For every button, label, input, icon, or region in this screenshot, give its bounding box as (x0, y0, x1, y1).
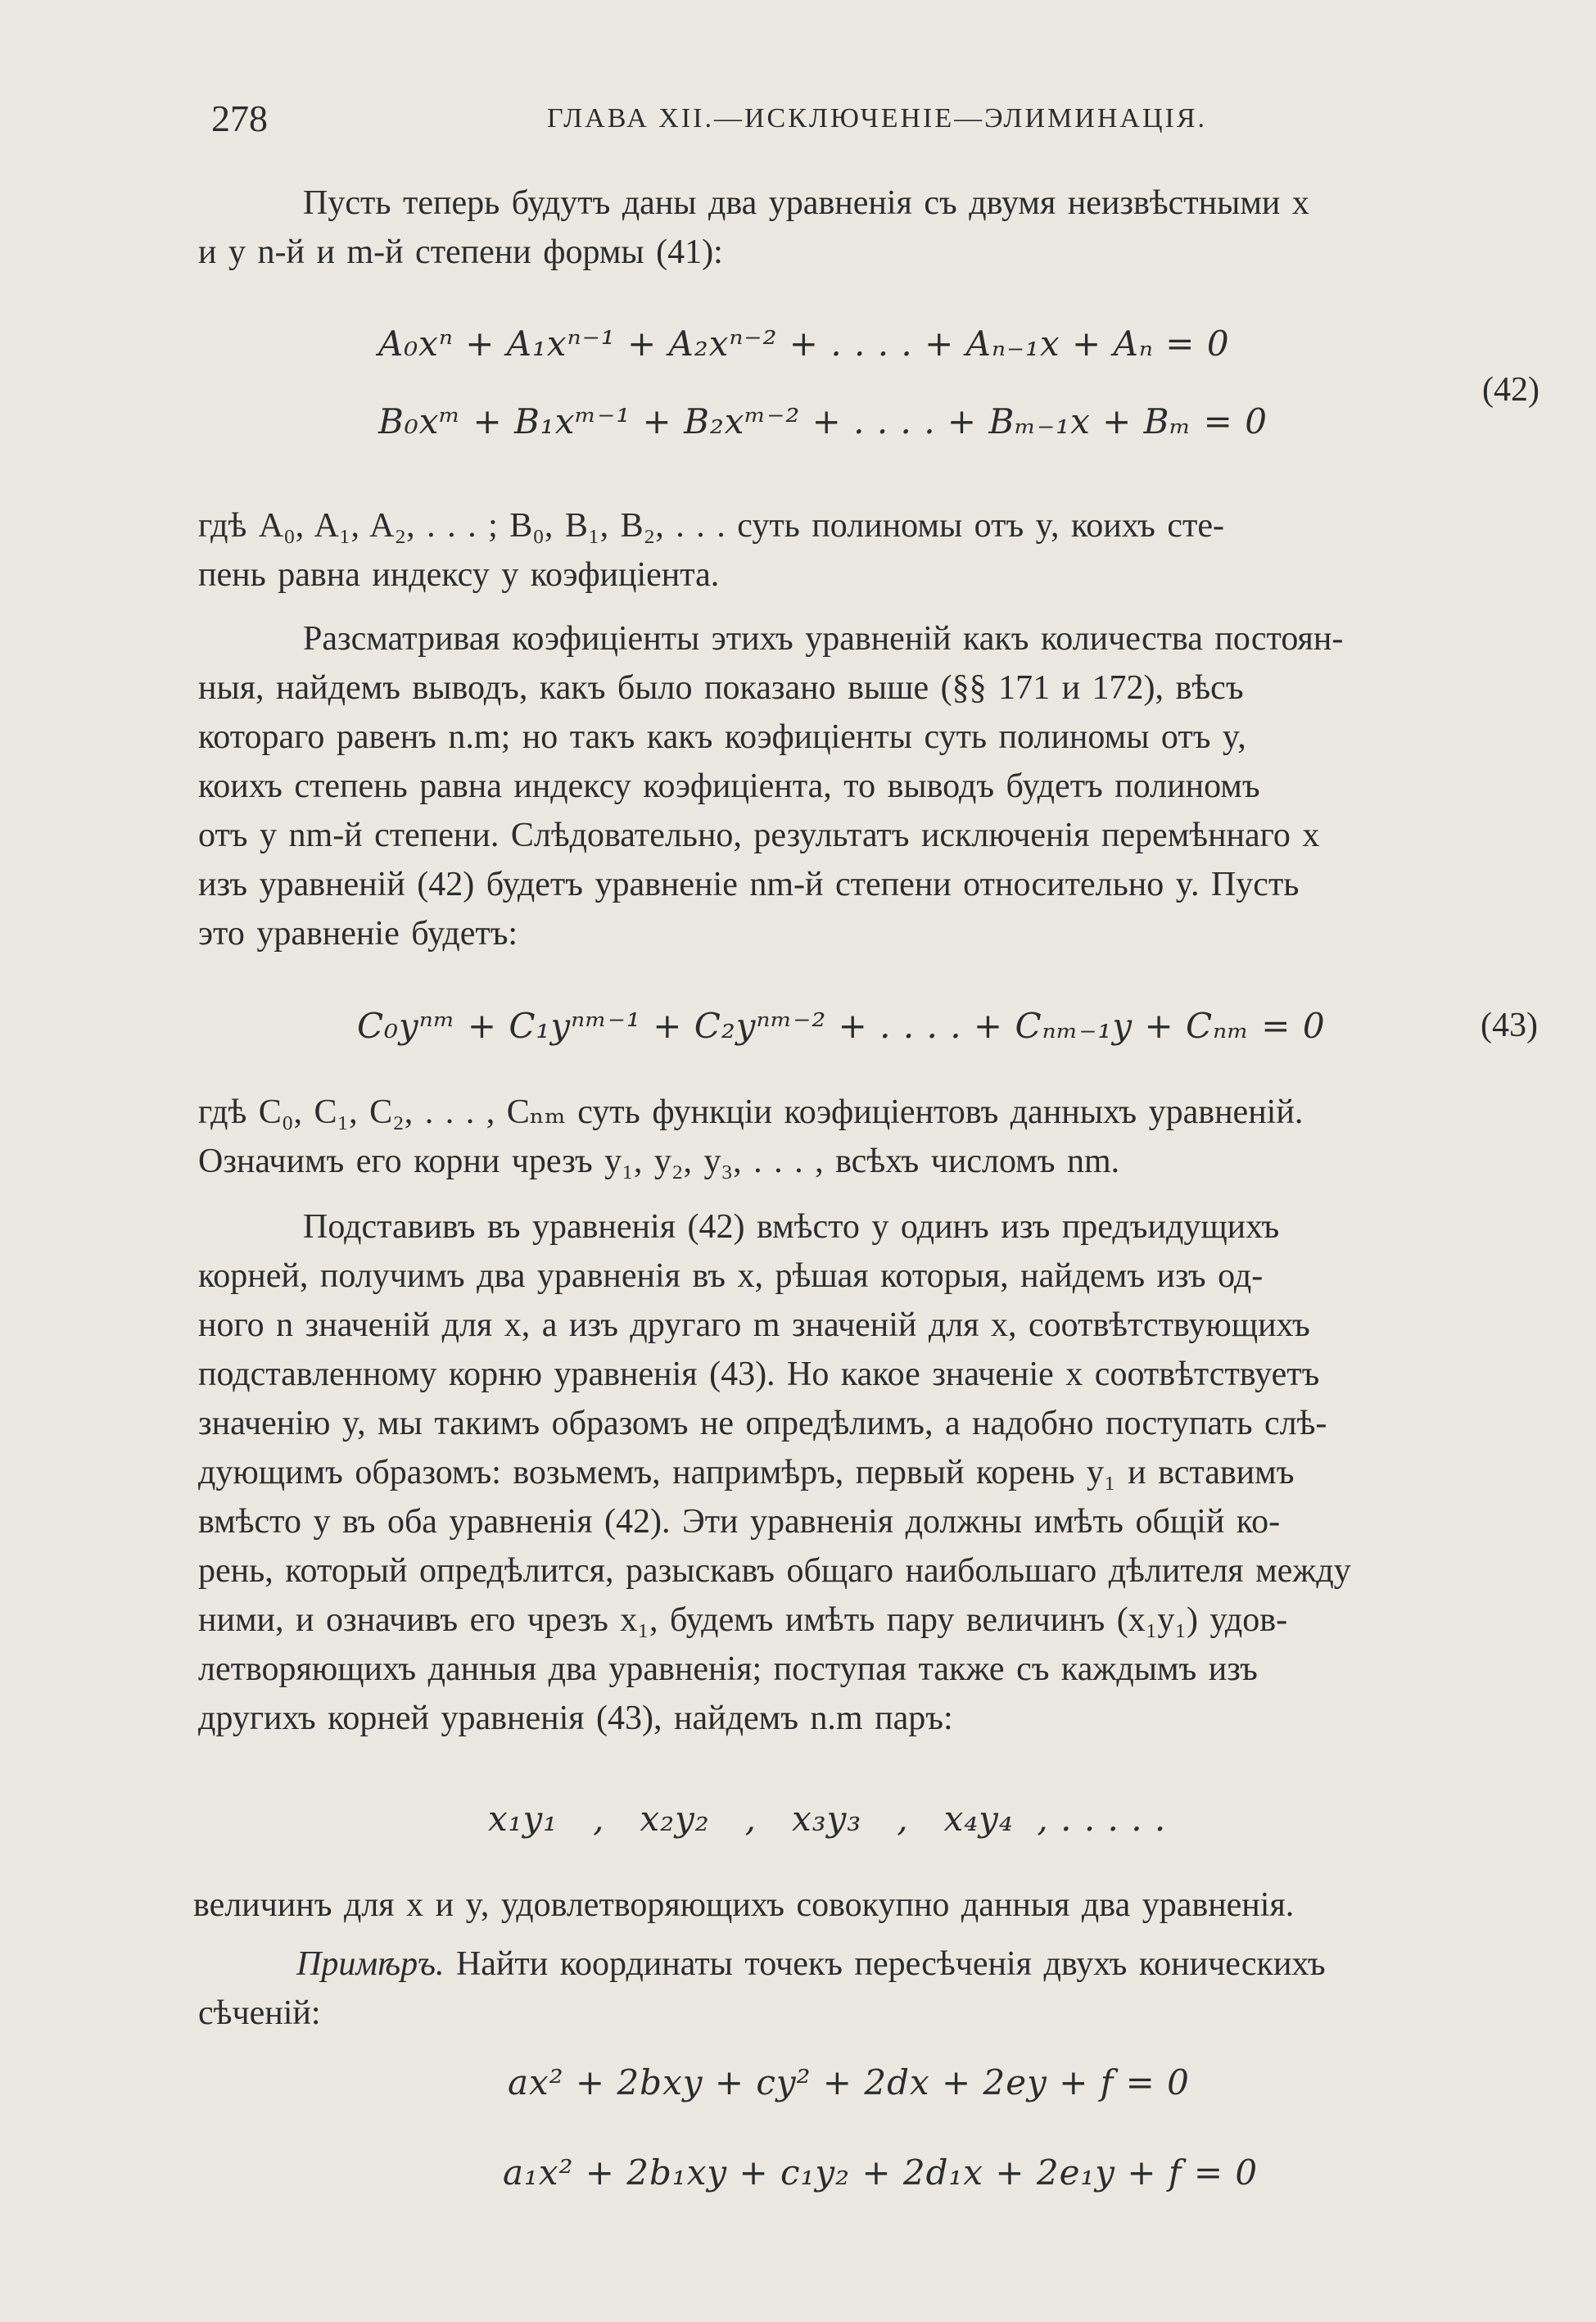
text-line: подставленному корню уравненія (43). Но какое значеніе x соотвѣтствуетъ (198, 1356, 1320, 1393)
conic-equation-1: ax² + 2bxy + cy² + 2dx + 2ey + f = 0 (508, 2062, 1190, 2102)
text-line: ного n значеній для x, а изъ другаго m значеній для x, соотвѣтствующихъ (198, 1306, 1310, 1344)
paragraph-values (193, 1881, 1549, 1930)
text-line: значенію y, мы такимъ образомъ не опредѣлимъ, а надобно поступать слѣ- (198, 1405, 1327, 1442)
text-line: это уравненіе будетъ: (198, 915, 518, 953)
page-number: 278 (211, 97, 268, 139)
equation-43: C₀yⁿᵐ + C₁yⁿᵐ⁻¹ + C₂yⁿᵐ⁻² + . . . . + Cₙₘ₋₁y + Cₙₘ = 0 (357, 1006, 1326, 1046)
page-header (211, 97, 1554, 141)
pairs-list: x₁y₁ , x₂y₂ , x₃y₃ , x₄y₄ , . . . . . (488, 1799, 1167, 1839)
example-text: Найти координаты точекъ пересѣченія двухъ коническихъ (455, 1945, 1326, 1983)
text-line: Подставивъ въ уравненія (42) вмѣсто y одинъ изъ предъидущихъ (303, 1208, 1280, 1246)
text-line: гдѣ C₀, C₁, C₂, . . . , Cₙₘ суть функціи коэфиціентовъ данныхъ уравненій. (198, 1093, 1304, 1131)
text-line: величинъ для x и y, удовлетворяющихъ совокупно данныя два уравненія. (193, 1886, 1295, 1924)
conic-equation-2: a₁x² + 2b₁xy + c₁y₂ + 2d₁x + 2e₁y + f = 0 (503, 2152, 1259, 2193)
paragraph-where-1 (198, 501, 1549, 600)
text-line: дующимъ образомъ: возьмемъ, напримѣръ, первый корень y₁ и вставимъ (198, 1454, 1295, 1491)
paragraph-example (198, 1940, 1549, 2038)
text-line: Пусть теперь будутъ даны два уравненія съ двумя неизвѣстными x (303, 184, 1309, 222)
text-line: сѣченій: (198, 1994, 321, 2032)
paragraph-substituting (198, 1202, 1549, 1743)
paragraph-considering (198, 614, 1549, 958)
text-line: отъ y nm-й степени. Слѣдовательно, результатъ исключенія перемѣннаго x (198, 817, 1320, 854)
paragraph-intro (198, 179, 1549, 277)
text-line: вмѣсто y въ оба уравненія (42). Эти уравненія должны имѣть общій ко- (198, 1503, 1281, 1541)
text-line: изъ уравненій (42) будетъ уравненіе nm-й степени относительно y. Пусть (198, 866, 1300, 903)
text-line: пень равна индексу у коэфиціента. (198, 556, 720, 594)
text-line: Означимъ его корни чрезъ y₁, y₂, y₃, . . . , всѣхъ числомъ nm. (198, 1143, 1120, 1180)
paragraph-where-2 (198, 1088, 1549, 1186)
equation-42-line2: B₀xᵐ + B₁xᵐ⁻¹ + B₂xᵐ⁻² + . . . . + Bₘ₋₁x + Bₘ = 0 (378, 401, 1268, 441)
equation-42-line1: A₀xⁿ + A₁xⁿ⁻¹ + A₂xⁿ⁻² + . . . . + Aₙ₋₁x + Aₙ = 0 (378, 324, 1230, 364)
text-line: котораго равенъ n.m; но такъ какъ коэфиціенты суть полиномы отъ y, (198, 718, 1246, 756)
text-line: коихъ степень равна индексу коэфиціента, то выводъ будетъ полиномъ (198, 767, 1260, 805)
text-line: ныя, найдемъ выводъ, какъ было показано выше (§§ 171 и 172), вѣсъ (198, 669, 1244, 707)
text-line: другихъ корней уравненія (43), найдемъ n.m паръ: (198, 1700, 953, 1737)
text-line: гдѣ A₀, A₁, A₂, . . . ; B₀, B₁, B₂, . . . суть полиномы отъ y, коихъ сте- (198, 507, 1224, 545)
example-label: Примѣръ. (296, 1945, 445, 1983)
text-line: рень, который опредѣлится, разыскавъ общаго наибольшаго дѣлителя между (198, 1552, 1351, 1590)
running-head: ГЛАВА XII.—ИСКЛЮЧЕНІЕ—ЭЛИМИНАЦІЯ. (547, 103, 1207, 134)
equation-number-43: (43) (1481, 1007, 1538, 1044)
text-line: и y n-й и m-й степени формы (41): (198, 233, 723, 271)
text-line: корней, получимъ два уравненія въ x, рѣшая которыя, найдемъ изъ од- (198, 1257, 1264, 1295)
text-line: летворяющихъ данныя два уравненія; поступая также съ каждымъ изъ (198, 1650, 1258, 1688)
equation-number-42: (42) (1482, 371, 1539, 409)
text-line: Разсматривая коэфиціенты этихъ уравненій какъ количества постоян- (303, 620, 1344, 658)
text-line: ними, и означивъ его чрезъ x₁, будемъ имѣть пару величинъ (x₁y₁) удов- (198, 1601, 1288, 1639)
text-line (198, 1940, 1549, 1989)
